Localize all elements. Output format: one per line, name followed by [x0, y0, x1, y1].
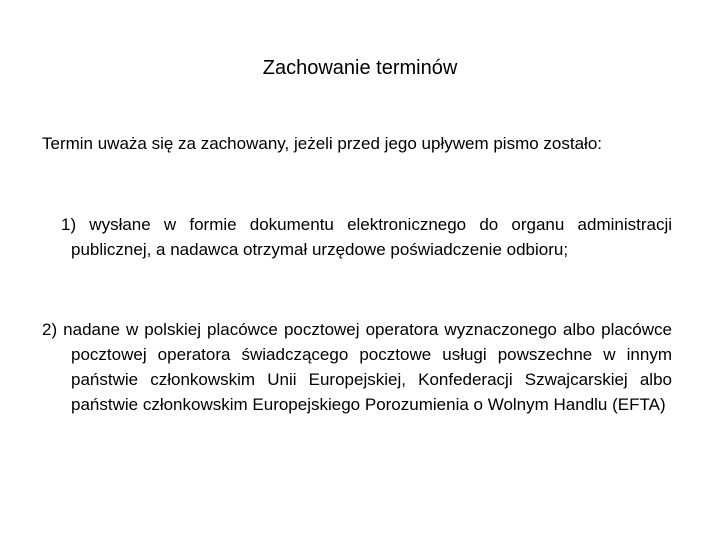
- list-item-2: 2) nadane w polskiej placówce pocztowej operatora wyznaczonego albo placówce pocztowej operatora świadczącego pocztowe usługi powszechne w innym państwie członkowskim Unii Europejskiej, Konfederacji Szwajcarskiej albo państwie członkowskim Europejskiego Porozumienia o Wolnym Handlu (EFTA): [42, 320, 672, 414]
- slide-title-text: Zachowanie terminów: [262, 57, 458, 79]
- intro-paragraph: Termin uważa się za zachowany, jeżeli przed jego upływem pismo zostało:: [42, 134, 602, 153]
- slide-title: [0, 54, 720, 82]
- list-item-1: 1) wysłane w formie dokumentu elektronicznego do organu administracji publicznej, a nadawca otrzymał urzędowe poświadczenie odbioru;: [61, 215, 672, 259]
